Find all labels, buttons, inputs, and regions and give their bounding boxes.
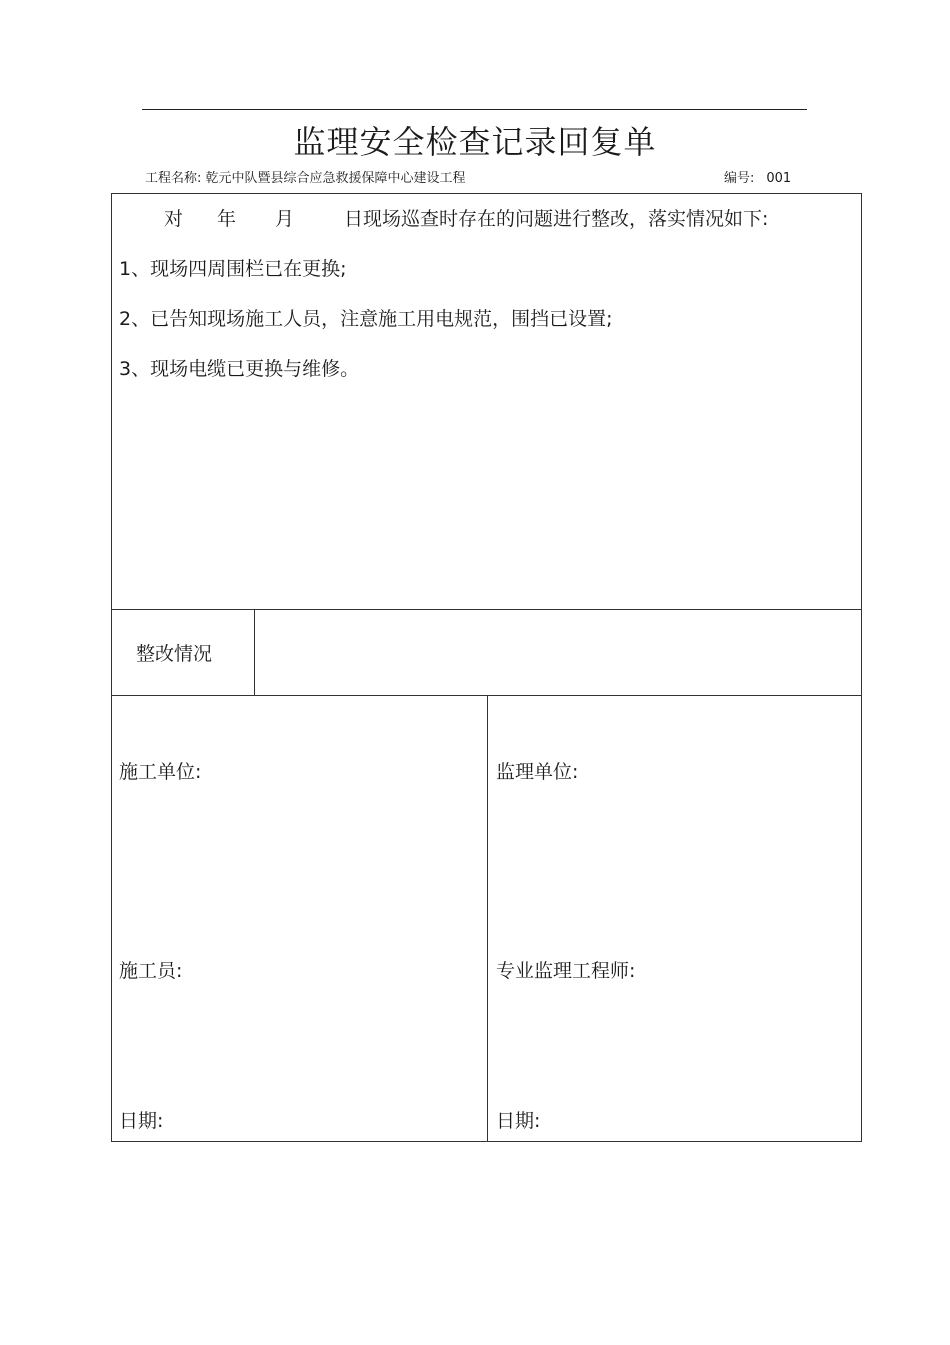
construction-staff-label: 施工员:: [119, 960, 183, 982]
signature-column-divider: [487, 695, 488, 1141]
document-number: [724, 170, 791, 188]
document-title: 监理安全检查记录回复单: [293, 123, 657, 161]
construction-unit-label: 施工单位:: [119, 761, 202, 783]
project-info: [145, 170, 466, 188]
project-name: 乾元中队暨县综合应急救援保障中心建设工程: [205, 171, 466, 186]
reply-intro-line: [112, 206, 861, 232]
supervision-engineer-label: 专业监理工程师:: [496, 960, 636, 982]
supervision-date-label: 日期:: [496, 1110, 541, 1132]
reply-form-table: [111, 193, 862, 1142]
project-label: 工程名称:: [145, 171, 202, 186]
reply-item-1: 1、现场四周围栏已在更换;: [119, 258, 347, 280]
supervision-unit-label: 监理单位:: [496, 761, 579, 783]
header-rule: [142, 109, 807, 110]
construction-date-label: 日期:: [119, 1110, 164, 1132]
rectification-divider: [254, 609, 255, 695]
intro-month: 月: [275, 208, 295, 230]
intro-year: 年: [217, 208, 237, 230]
row-divider-1: [112, 609, 861, 610]
intro-day-text: 日现场巡查时存在的问题进行整改，落实情况如下:: [344, 208, 769, 230]
number-label: 编号:: [724, 171, 755, 186]
intro-dui: 对: [164, 208, 184, 230]
rectification-label: 整改情况: [136, 643, 213, 665]
reply-item-2: 2、已告知现场施工人员，注意施工用电规范，围挡已设置;: [119, 308, 613, 330]
number-value: 001: [766, 171, 792, 186]
reply-item-3: 3、现场电缆已更换与维修。: [119, 358, 360, 380]
